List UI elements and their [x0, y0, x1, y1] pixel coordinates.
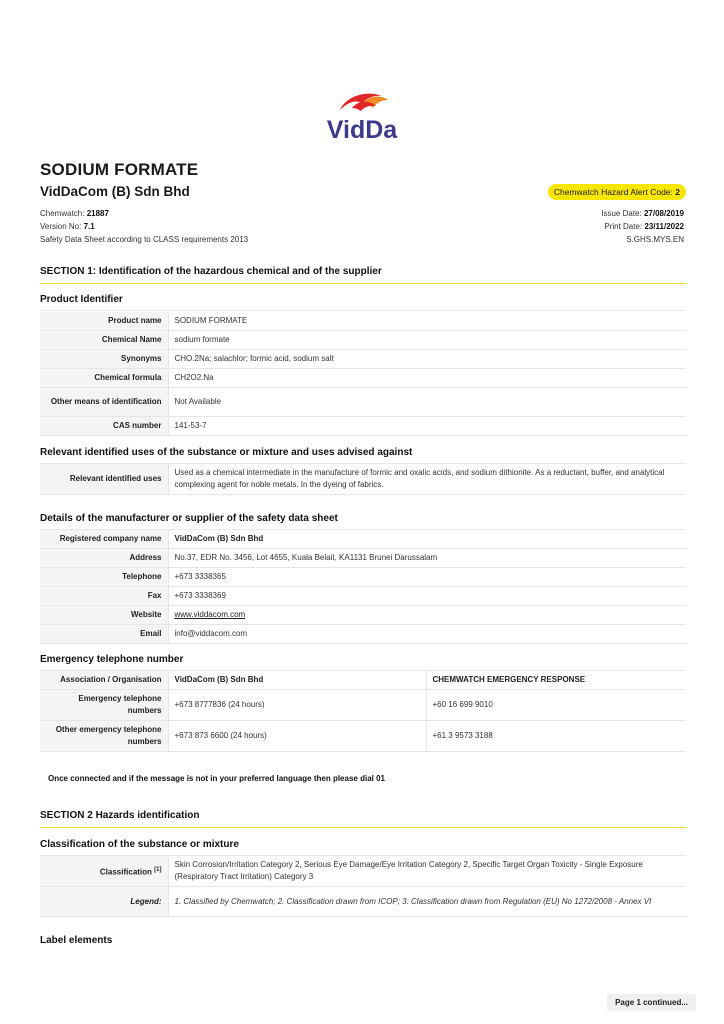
version-number: 7.1 — [83, 222, 95, 231]
row-key: Emergency telephone numbers — [40, 690, 168, 721]
table-row — [40, 530, 686, 549]
supplier-details-table — [40, 530, 686, 644]
company-logo — [312, 88, 412, 148]
print-date: 23/11/2022 — [644, 222, 684, 231]
row-key: Chemical formula — [40, 369, 168, 388]
row-value: 141-53-7 — [168, 417, 686, 436]
row-value: +673 3338365 — [168, 568, 686, 587]
row-key: Email — [40, 625, 168, 644]
row-value: +673 873 6600 (24 hours) — [168, 721, 426, 752]
classification-table — [40, 856, 686, 917]
row-value: No.37, EDR No. 3456, Lot 4655, Kuala Belait, KA1131 Brunei Darussalam — [168, 549, 686, 568]
document-meta-left — [40, 207, 248, 246]
version-label: Version No: — [40, 222, 82, 231]
row-key: Address — [40, 549, 168, 568]
company-name: VidDaCom (B) Sdn Bhd — [40, 184, 190, 199]
table-row — [40, 464, 686, 495]
label-elements-heading: Label elements — [40, 935, 113, 946]
row-key — [40, 887, 168, 917]
row-key: Other means of identification — [40, 388, 168, 417]
table-row — [40, 606, 686, 625]
table-row — [40, 417, 686, 436]
row-key: Other emergency telephone numbers — [40, 721, 168, 752]
table-row — [40, 388, 686, 417]
row-value: Used as a chemical intermediate in the manufacture of formic and oxalic acids, and sodium dithionite. As a reductant, buffer, and analytical complexing agent for noble metals. In the dyeing of fabrics. — [168, 464, 686, 495]
row-key: Relevant identified uses — [40, 464, 168, 495]
email-value: info@viddacom.com — [168, 625, 686, 644]
row-key: CAS number — [40, 417, 168, 436]
website-link[interactable]: www.viddacom.com — [174, 610, 246, 619]
issue-date: 27/08/2019 — [643, 209, 684, 218]
classification-label: Classification — [99, 867, 152, 877]
row-value: CH2O2.Na — [168, 369, 686, 388]
page-continued-indicator: Page 1 continued... — [607, 994, 696, 1011]
row-value: Skin Corrosion/Irritation Category 2, Serious Eye Damage/Eye Irritation Category 2, Specific Target Organ Toxicity - Single Exposure (Respiratory Tract Irritation) Category 3 — [168, 856, 686, 887]
hazard-alert-badge — [548, 184, 686, 200]
document-meta-right — [601, 207, 684, 246]
table-row — [40, 671, 686, 690]
hazard-alert-code: 2 — [675, 187, 680, 197]
logo-text: VidDa — [326, 116, 398, 144]
table-row — [40, 312, 686, 331]
row-key: Website — [40, 606, 168, 625]
table-row — [40, 625, 686, 644]
vidda-logo-graphic — [312, 88, 412, 148]
print-date-label: Print Date: — [604, 222, 643, 231]
legend-label: Legend: — [130, 896, 162, 906]
column-header: VidDaCom (B) Sdn Bhd — [168, 671, 426, 690]
relevant-uses-heading: Relevant identified uses of the substance or mixture and uses advised against — [40, 447, 686, 464]
row-value: CHO.2Na; salachlor; formic acid, sodium salt — [168, 350, 686, 369]
row-key — [40, 856, 168, 887]
row-key: Chemical Name — [40, 331, 168, 350]
table-row — [40, 587, 686, 606]
table-row — [40, 856, 686, 887]
row-key: Telephone — [40, 568, 168, 587]
product-identifier-heading: Product Identifier — [40, 294, 686, 311]
table-row — [40, 350, 686, 369]
chemwatch-label: Chemwatch: — [40, 209, 85, 218]
emergency-phone-table — [40, 671, 686, 752]
table-row — [40, 331, 686, 350]
row-key: Association / Organisation — [40, 671, 168, 690]
section-1-heading: SECTION 1: Identification of the hazardous chemical and of the supplier — [40, 266, 686, 284]
row-key: Product name — [40, 312, 168, 331]
table-row — [40, 721, 686, 752]
relevant-uses-table — [40, 464, 686, 495]
row-value: +61 3 9573 3188 — [426, 721, 686, 752]
classification-heading: Classification of the substance or mixture — [40, 839, 686, 856]
table-row — [40, 568, 686, 587]
row-value: SODIUM FORMATE — [168, 312, 686, 331]
hazard-alert-label: Chemwatch Hazard Alert Code: — [553, 187, 673, 197]
row-value: +60 16 699 9010 — [426, 690, 686, 721]
chemwatch-number: 21887 — [86, 209, 109, 218]
row-key: Synonyms — [40, 350, 168, 369]
row-value — [168, 887, 686, 917]
row-key: Fax — [40, 587, 168, 606]
row-value — [168, 606, 686, 625]
row-value: sodium formate — [168, 331, 686, 350]
table-row — [40, 369, 686, 388]
document-title: SODIUM FORMATE — [40, 160, 199, 179]
sds-statement: Safety Data Sheet according to CLASS requirements 2013 — [40, 235, 249, 244]
emergency-phone-heading: Emergency telephone number — [40, 654, 686, 671]
classification-footnote: [1] — [154, 866, 162, 873]
section-2-heading: SECTION 2 Hazards identification — [40, 810, 686, 828]
table-row — [40, 549, 686, 568]
table-row — [40, 690, 686, 721]
issue-date-label: Issue Date: — [601, 209, 642, 218]
document-code: S.GHS.MYS.EN — [626, 235, 684, 244]
table-row — [40, 887, 686, 917]
legend-text: 1. Classified by Chemwatch; 2. Classification drawn from ICOP; 3. Classification drawn from Regulation (EU) No 1272/2008 - Annex VI — [174, 896, 652, 906]
row-value: Not Available — [168, 388, 686, 417]
supplier-details-heading: Details of the manufacturer or supplier of the safety data sheet — [40, 513, 686, 530]
row-value: +673 3338369 — [168, 587, 686, 606]
row-key: Registered company name — [40, 530, 168, 549]
row-value: +673 8777836 (24 hours) — [168, 690, 426, 721]
product-identifier-table — [40, 312, 686, 436]
column-header: CHEMWATCH EMERGENCY RESPONSE — [426, 671, 686, 690]
row-value: VidDaCom (B) Sdn Bhd — [168, 530, 686, 549]
language-note: Once connected and if the message is not in your preferred language then please dial 01 — [48, 774, 385, 783]
